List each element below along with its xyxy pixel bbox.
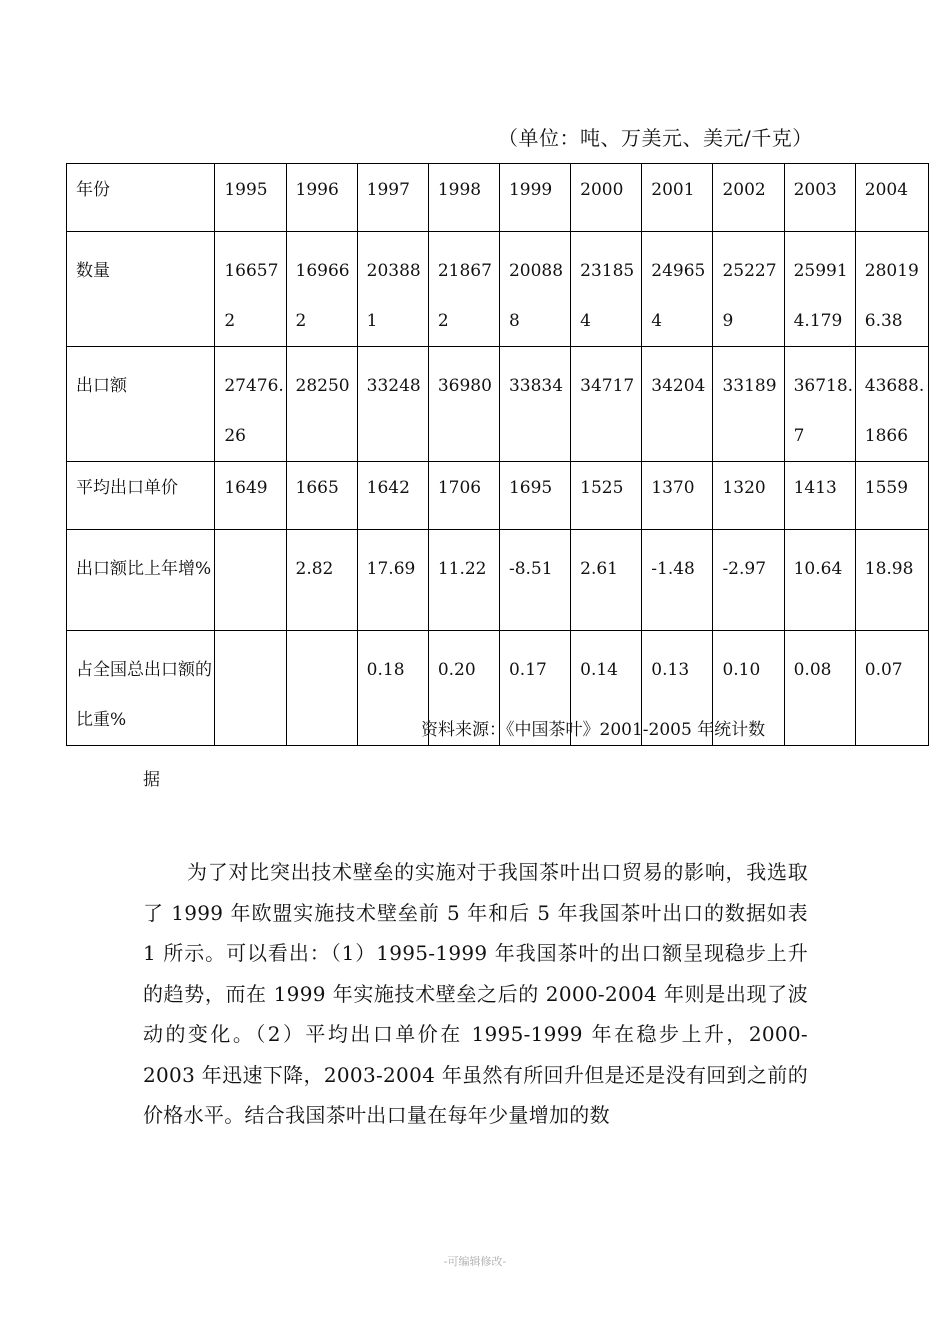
- table-cell: 34717: [571, 347, 642, 462]
- table-cell: 34204: [642, 347, 713, 462]
- table-cell: 2002: [713, 164, 784, 232]
- table-cell: [286, 631, 357, 746]
- table-cell: 36980: [428, 347, 499, 462]
- row-label-cell: 年份: [67, 164, 215, 232]
- table-cell: 166572: [215, 232, 286, 347]
- table-cell: 33248: [357, 347, 428, 462]
- table-row: [67, 530, 929, 631]
- table-cell: 1413: [784, 462, 855, 530]
- table-cell: 0.10: [713, 631, 784, 746]
- row-label-cell: 出口额: [67, 347, 215, 462]
- table-cell: 218672: [428, 232, 499, 347]
- table-cell: 1999: [499, 164, 570, 232]
- table-cell: 2001: [642, 164, 713, 232]
- table-cell: 0.13: [642, 631, 713, 746]
- table-cell: 252279: [713, 232, 784, 347]
- table-cell: 33189: [713, 347, 784, 462]
- row-label-cell: 占全国总出口额的比重%: [67, 631, 215, 746]
- table-cell: 259914.179: [784, 232, 855, 347]
- table-cell: 11.22: [428, 530, 499, 631]
- table-cell: 0.07: [855, 631, 928, 746]
- table-cell: 200888: [499, 232, 570, 347]
- table-row: [67, 232, 929, 347]
- unit-note: （单位：吨、万美元、美元/千克）: [498, 126, 813, 150]
- table-cell: 1997: [357, 164, 428, 232]
- table-cell: 10.64: [784, 530, 855, 631]
- table-cell: 1995: [215, 164, 286, 232]
- table-cell: -2.97: [713, 530, 784, 631]
- table-cell: 0.18: [357, 631, 428, 746]
- table-cell: 1642: [357, 462, 428, 530]
- row-label-cell: 数量: [67, 232, 215, 347]
- table-cell: 249654: [642, 232, 713, 347]
- tea-export-table: [66, 163, 929, 746]
- table-cell: 2004: [855, 164, 928, 232]
- table-cell: 169662: [286, 232, 357, 347]
- table-cell: 0.20: [428, 631, 499, 746]
- source-note-continued: 据: [143, 770, 160, 790]
- table-cell: 18.98: [855, 530, 928, 631]
- table-cell: 33834: [499, 347, 570, 462]
- table-cell: 203881: [357, 232, 428, 347]
- table-cell: 280196.38: [855, 232, 928, 347]
- table-cell: 43688.1866: [855, 347, 928, 462]
- table-cell: 1996: [286, 164, 357, 232]
- table-row: [67, 347, 929, 462]
- table-cell: 1649: [215, 462, 286, 530]
- table-cell: 2000: [571, 164, 642, 232]
- table-cell: 2003: [784, 164, 855, 232]
- table-cell: 1370: [642, 462, 713, 530]
- table-cell: -8.51: [499, 530, 570, 631]
- table-cell: -1.48: [642, 530, 713, 631]
- table-cell: 36718.7: [784, 347, 855, 462]
- table-cell: 231854: [571, 232, 642, 347]
- table-row: [67, 462, 929, 530]
- table-cell: 2.61: [571, 530, 642, 631]
- table-cell: 28250: [286, 347, 357, 462]
- table-cell: 2.82: [286, 530, 357, 631]
- table-cell: 1525: [571, 462, 642, 530]
- table-cell: 1320: [713, 462, 784, 530]
- table-cell: [215, 530, 286, 631]
- table-cell: 27476.26: [215, 347, 286, 462]
- body-paragraph: 为了对比突出技术壁垒的实施对于我国茶叶出口贸易的影响，我选取了 1999 年欧盟实施技术壁垒前 5 年和后 5 年我国茶叶出口的数据如表 1 所示。可以看出：（1）1995-1999 年我国茶叶的出口额呈现稳步上升的趋势，而在 1999 年实施技术壁垒之后的 2000-2004 年则是出现了波动的变化。（2）平均出口单价在 1995-1999 年在稳步上升，2000-2003 年迅速下降，2003-2004 年虽然有所回升但是还是没有回到之前的价格水平。结合我国茶叶出口量在每年少量增加的数: [143, 860, 808, 1127]
- table-cell: 17.69: [357, 530, 428, 631]
- row-label-cell: 出口额比上年增%: [67, 530, 215, 631]
- table-cell: 1665: [286, 462, 357, 530]
- table-cell: 1695: [499, 462, 570, 530]
- table-cell: 1706: [428, 462, 499, 530]
- table-cell: 1998: [428, 164, 499, 232]
- table-cell: 0.08: [784, 631, 855, 746]
- source-note: 资料来源：《中国茶叶》2001-2005 年统计数: [421, 720, 766, 740]
- row-label-cell: 平均出口单价: [67, 462, 215, 530]
- page-footer: -可编辑修改-: [443, 1255, 507, 1268]
- table-header-row: [67, 164, 929, 232]
- table-cell: [215, 631, 286, 746]
- table-cell: 0.14: [571, 631, 642, 746]
- table-cell: 0.17: [499, 631, 570, 746]
- table-cell: 1559: [855, 462, 928, 530]
